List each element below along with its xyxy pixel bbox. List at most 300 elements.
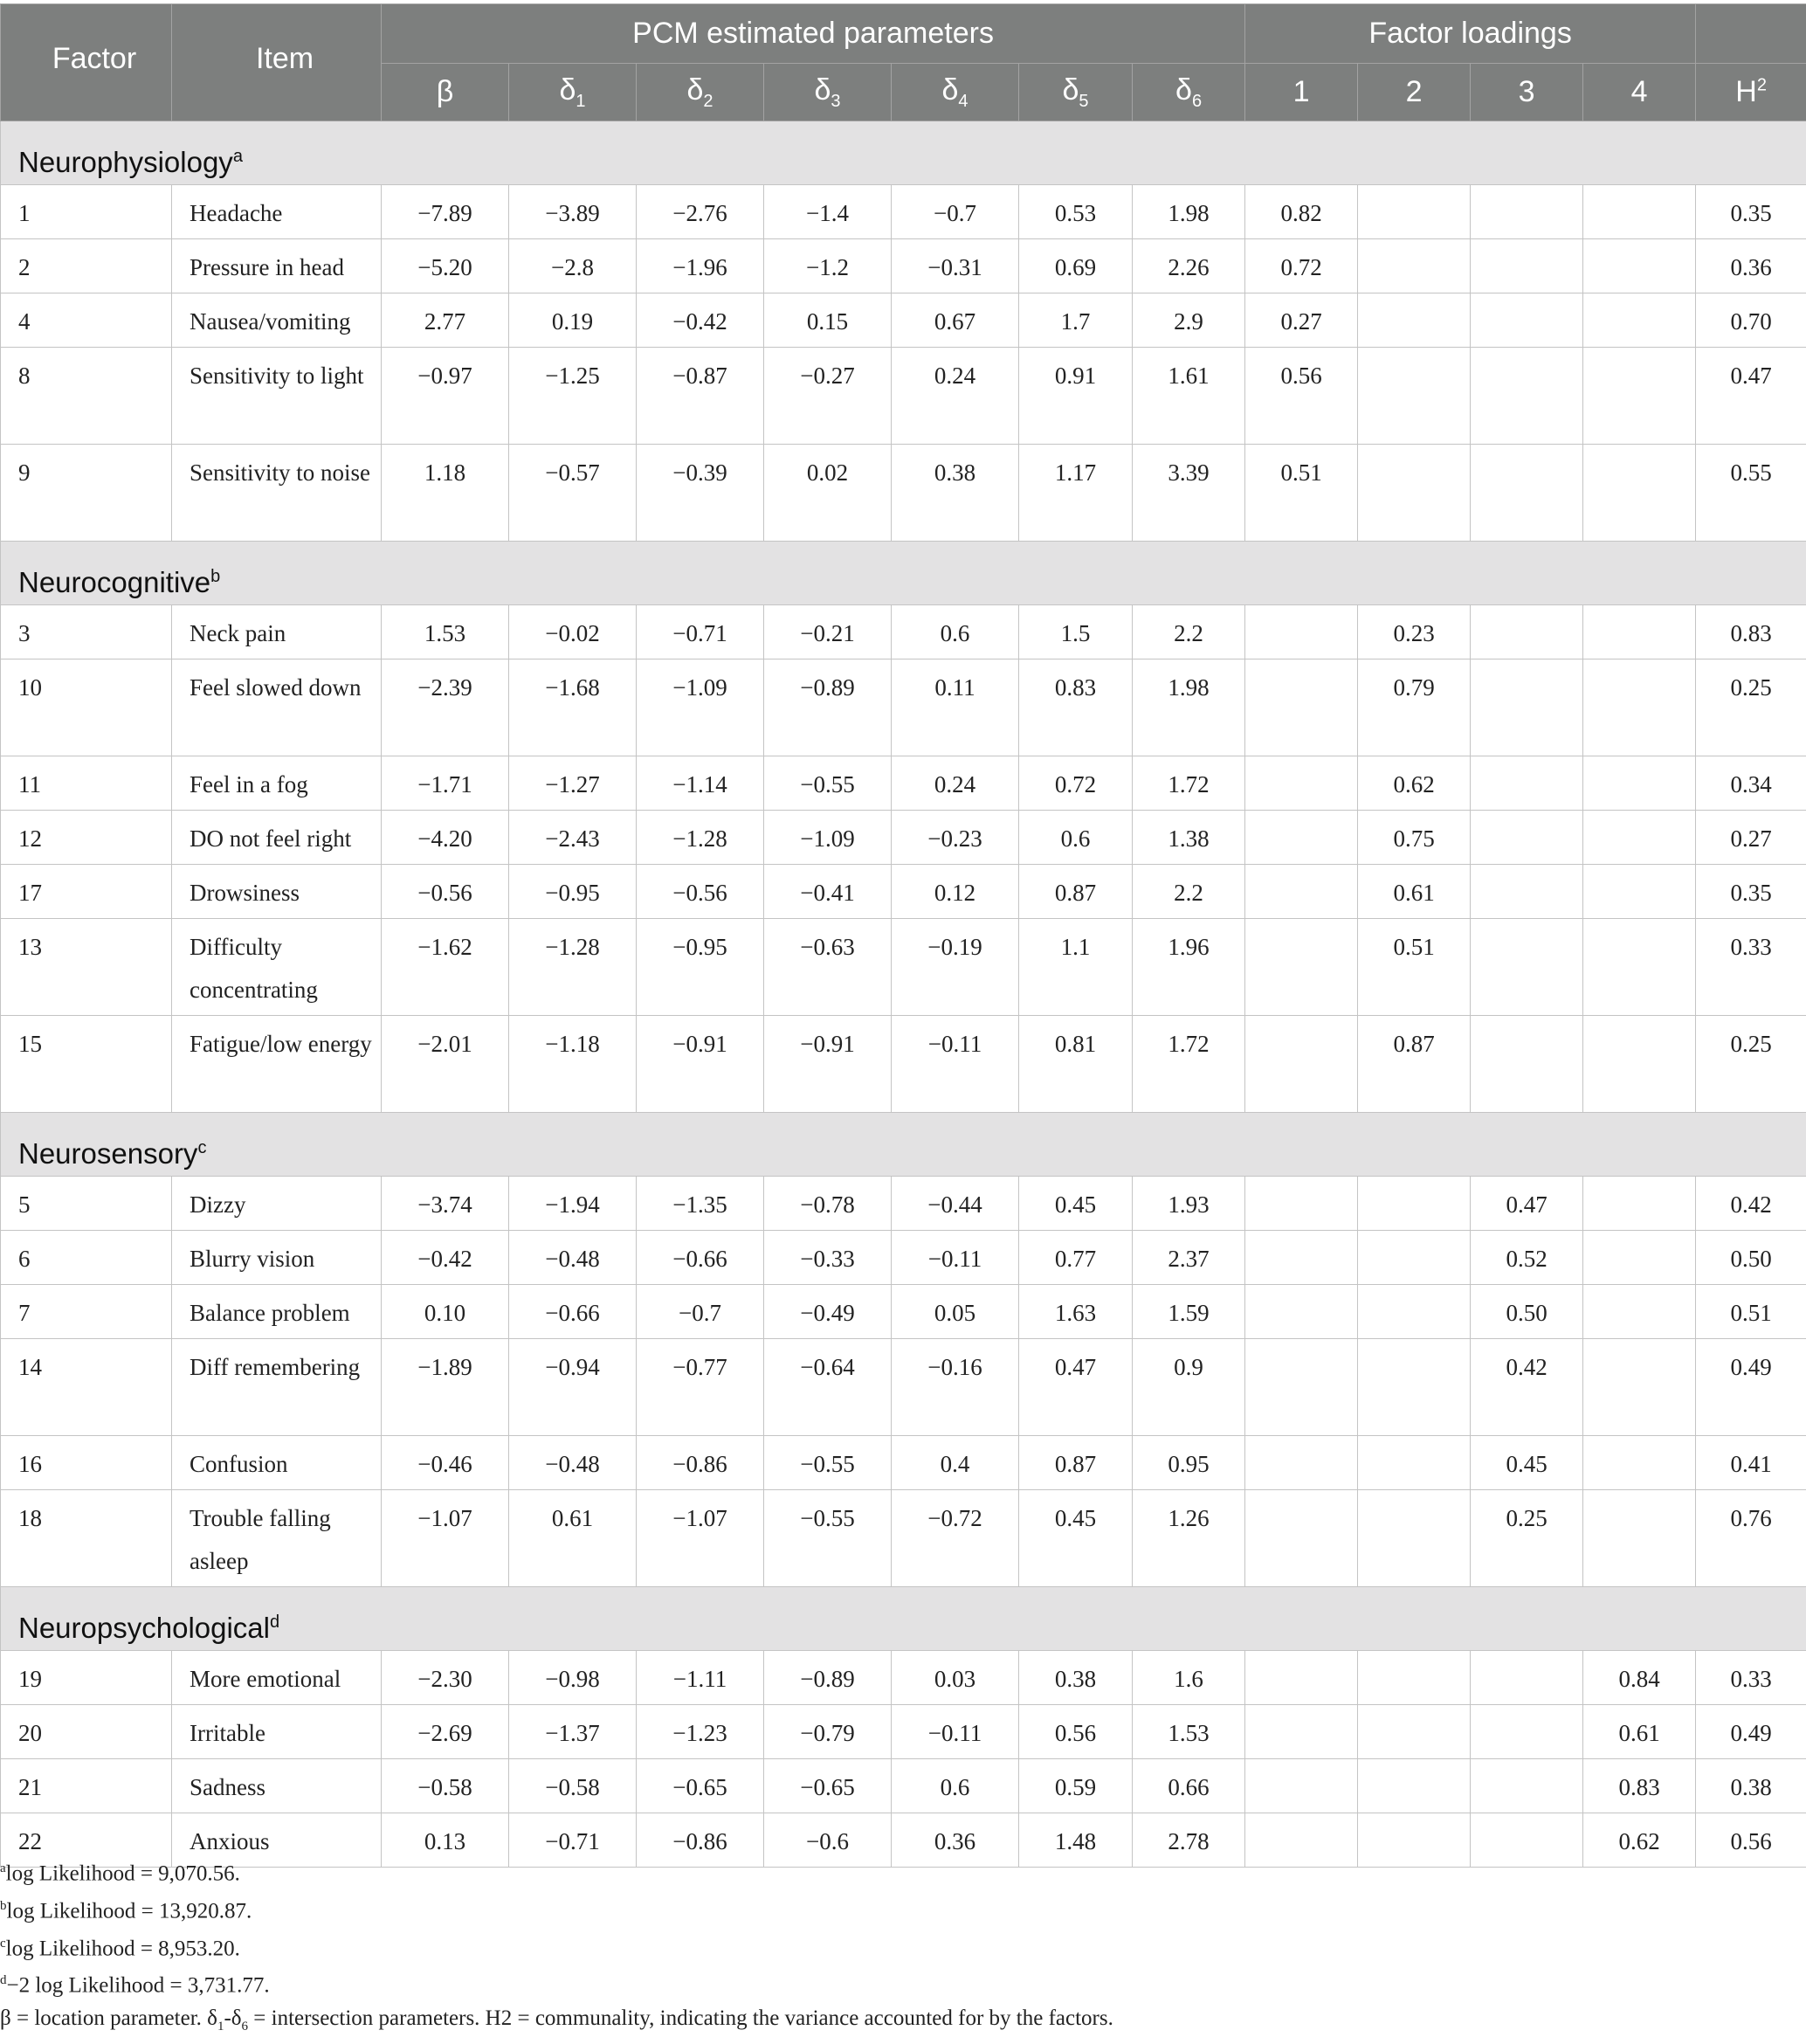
delta-2-value: −1.14 [637,756,764,811]
table-footnotes [0,1853,1806,2044]
loading-4-empty [1583,1436,1696,1490]
loading-4-empty [1583,1490,1696,1587]
item-name: Sadness [172,1759,382,1813]
delta-5-value: 0.72 [1019,756,1133,811]
delta-6-value: 2.26 [1133,239,1245,293]
beta-value: 2.77 [382,293,509,348]
loading-1-empty [1245,919,1358,1016]
loading-2-empty [1358,293,1471,348]
delta-2-value: −0.39 [637,445,764,542]
item-name: Confusion [172,1436,382,1490]
delta-2-value: −0.95 [637,919,764,1016]
loading-3-empty [1471,1759,1583,1813]
loading-2-value: 0.79 [1358,659,1471,756]
item-name: Diff remembering [172,1339,382,1436]
delta-5-value: 0.45 [1019,1177,1133,1231]
loading-2-value: 0.87 [1358,1016,1471,1113]
loading-3-value: 0.47 [1471,1177,1583,1231]
delta-3-value: −0.55 [764,756,892,811]
group-name: Neuropsychological [18,1612,270,1644]
delta-2-value: −1.96 [637,239,764,293]
beta-value: 1.53 [382,605,509,659]
pcm-factor-table [0,3,1806,1868]
delta-5-value: 0.83 [1019,659,1133,756]
table-body [1,121,1806,1868]
loading-4-empty [1583,605,1696,659]
item-name: Dizzy [172,1177,382,1231]
beta-value: −2.01 [382,1016,509,1113]
delta-3-value: −0.55 [764,1436,892,1490]
group-name: Neurophysiology [18,146,233,178]
delta-6-value: 2.9 [1133,293,1245,348]
loading-3-empty [1471,445,1583,542]
loading-4-empty [1583,919,1696,1016]
delta-1-value: −1.27 [509,756,637,811]
item-name: Neck pain [172,605,382,659]
delta-6-value: 1.53 [1133,1705,1245,1759]
delta-6-value: 0.9 [1133,1339,1245,1436]
loading-3-empty [1471,293,1583,348]
delta-3-value: −0.89 [764,1651,892,1705]
delta-4-value: 0.36 [892,1813,1019,1868]
delta-3-value: −1.2 [764,239,892,293]
delta-4-value: 0.38 [892,445,1019,542]
delta-5-value: 1.48 [1019,1813,1133,1868]
delta-4-value: −0.11 [892,1231,1019,1285]
delta-2-value: −0.7 [637,1285,764,1339]
factor-number: 7 [1,1285,172,1339]
header-delta-5: $\delta_5$ [1019,64,1133,121]
loading-3-empty [1471,1651,1583,1705]
loading-4-empty [1583,185,1696,239]
loading-3-empty [1471,1705,1583,1759]
item-name: Balance problem [172,1285,382,1339]
delta-2-value: −0.56 [637,865,764,919]
loading-2-empty [1358,1490,1471,1587]
group-title [1,121,1806,185]
communality-value: 0.51 [1696,1285,1806,1339]
loading-3-empty [1471,239,1583,293]
factor-number: 19 [1,1651,172,1705]
delta-4-value: 0.4 [892,1436,1019,1490]
communality-value: 0.70 [1696,293,1806,348]
beta-value: −3.74 [382,1177,509,1231]
delta-3-value: −0.6 [764,1813,892,1868]
delta-5-value: 1.17 [1019,445,1133,542]
delta-2-value: −1.23 [637,1705,764,1759]
loading-1-empty [1245,1651,1358,1705]
loading-4-value: 0.62 [1583,1813,1696,1868]
loading-2-empty [1358,348,1471,445]
delta-4-value: −0.11 [892,1016,1019,1113]
item-name: Sensitivity to noise [172,445,382,542]
loading-3-empty [1471,659,1583,756]
beta-value: −0.97 [382,348,509,445]
factor-number: 10 [1,659,172,756]
item-name: Trouble falling asleep [172,1490,382,1587]
header-delta-2: $\delta_2$ [637,64,764,121]
loading-3-empty [1471,756,1583,811]
loading-3-empty [1471,811,1583,865]
loading-4-empty [1583,1016,1696,1113]
delta-5-value: 0.77 [1019,1231,1133,1285]
item-name: Sensitivity to light [172,348,382,445]
communality-value: 0.36 [1696,239,1806,293]
delta-4-value: 0.12 [892,865,1019,919]
delta-1-value: −0.94 [509,1339,637,1436]
header-pcm-parameters: PCM estimated parameters [382,4,1245,64]
group-name: Neurocognitive [18,566,210,598]
group-footnote-mark: a [233,147,243,166]
loading-3-empty [1471,865,1583,919]
loading-1-empty [1245,1177,1358,1231]
beta-value: −1.62 [382,919,509,1016]
loading-1-empty [1245,1339,1358,1436]
loading-3-empty [1471,348,1583,445]
communality-value: 0.25 [1696,1016,1806,1113]
loading-1-empty [1245,1436,1358,1490]
beta-value: −1.71 [382,756,509,811]
group-title [1,542,1806,605]
delta-3-value: −0.21 [764,605,892,659]
group-footnote-mark: b [210,567,220,586]
header-item: Item [172,4,382,121]
beta-value: −0.46 [382,1436,509,1490]
loading-4-value: 0.61 [1583,1705,1696,1759]
loading-1-value: 0.72 [1245,239,1358,293]
delta-1-value: −0.71 [509,1813,637,1868]
header-loading-1: 1 [1245,64,1358,121]
delta-6-value: 0.95 [1133,1436,1245,1490]
loading-2-empty [1358,1231,1471,1285]
delta-4-value: 0.24 [892,348,1019,445]
delta-1-value: −0.98 [509,1651,637,1705]
item-name: Fatigue/low energy [172,1016,382,1113]
beta-value: 0.10 [382,1285,509,1339]
delta-5-value: 0.56 [1019,1705,1133,1759]
item-name: Difficulty concentrating [172,919,382,1016]
table-row [1,185,1806,239]
table-row [1,348,1806,445]
delta-3-value: −0.27 [764,348,892,445]
group-footnote-mark: c [197,1138,206,1157]
delta-6-value: 1.98 [1133,659,1245,756]
factor-number: 17 [1,865,172,919]
factor-number: 22 [1,1813,172,1868]
table-row [1,865,1806,919]
delta-1-value: −0.58 [509,1759,637,1813]
delta-1-value: −2.8 [509,239,637,293]
delta-1-value: −0.02 [509,605,637,659]
header-delta-4: $\delta_4$ [892,64,1019,121]
header-factor-loadings: Factor loadings [1245,4,1696,64]
communality-value: 0.35 [1696,865,1806,919]
item-name: Feel slowed down [172,659,382,756]
delta-5-value: 0.47 [1019,1339,1133,1436]
loading-1-empty [1245,865,1358,919]
beta-value: −1.89 [382,1339,509,1436]
loading-4-empty [1583,239,1696,293]
group-row [1,121,1806,185]
delta-6-value: 0.66 [1133,1759,1245,1813]
item-name: Pressure in head [172,239,382,293]
communality-value: 0.49 [1696,1705,1806,1759]
delta-4-value: 0.05 [892,1285,1019,1339]
communality-value: 0.25 [1696,659,1806,756]
table-row [1,1177,1806,1231]
factor-number: 6 [1,1231,172,1285]
beta-value: −2.39 [382,659,509,756]
delta-6-value: 1.59 [1133,1285,1245,1339]
header-blank [1696,4,1806,64]
header-loading-4: 4 [1583,64,1696,121]
loading-2-empty [1358,1285,1471,1339]
table-row [1,445,1806,542]
delta-5-value: 0.45 [1019,1490,1133,1587]
delta-4-value: 0.6 [892,1759,1019,1813]
delta-6-value: 1.72 [1133,1016,1245,1113]
communality-value: 0.33 [1696,1651,1806,1705]
loading-1-empty [1245,1016,1358,1113]
table-row [1,1490,1806,1587]
delta-4-value: −0.7 [892,185,1019,239]
delta-5-value: 0.91 [1019,348,1133,445]
loading-2-value: 0.62 [1358,756,1471,811]
delta-6-value: 1.93 [1133,1177,1245,1231]
factor-number: 13 [1,919,172,1016]
item-name: Blurry vision [172,1231,382,1285]
communality-value: 0.56 [1696,1813,1806,1868]
table-row [1,1651,1806,1705]
communality-value: 0.55 [1696,445,1806,542]
delta-3-value: −1.4 [764,185,892,239]
item-name: Anxious [172,1813,382,1868]
loading-4-empty [1583,1177,1696,1231]
delta-6-value: 1.96 [1133,919,1245,1016]
delta-5-value: 0.59 [1019,1759,1133,1813]
delta-1-value: −1.37 [509,1705,637,1759]
delta-5-value: 1.63 [1019,1285,1133,1339]
loading-4-empty [1583,348,1696,445]
delta-5-value: 0.53 [1019,185,1133,239]
loading-4-value: 0.83 [1583,1759,1696,1813]
delta-3-value: −1.09 [764,811,892,865]
table-row [1,756,1806,811]
loading-4-empty [1583,1339,1696,1436]
loading-1-empty [1245,1490,1358,1587]
delta-1-value: −1.28 [509,919,637,1016]
beta-value: −5.20 [382,239,509,293]
communality-value: 0.83 [1696,605,1806,659]
loading-4-empty [1583,865,1696,919]
communality-value: 0.27 [1696,811,1806,865]
group-row [1,1587,1806,1651]
table-row [1,1016,1806,1113]
delta-1-value: −0.66 [509,1285,637,1339]
delta-2-value: −0.91 [637,1016,764,1113]
delta-5-value: 0.87 [1019,1436,1133,1490]
factor-number: 12 [1,811,172,865]
delta-1-value: −0.57 [509,445,637,542]
delta-3-value: −0.33 [764,1231,892,1285]
header-delta-1: $\delta_1$ [509,64,637,121]
delta-2-value: −0.42 [637,293,764,348]
factor-number: 18 [1,1490,172,1587]
footnote-a: $^a$log Likelihood = 9,070.56. [0,1853,1806,1890]
communality-value: 0.50 [1696,1231,1806,1285]
loading-2-empty [1358,1436,1471,1490]
delta-6-value: 1.6 [1133,1651,1245,1705]
group-footnote-mark: d [270,1612,279,1632]
header-communality: $H^2$ [1696,64,1806,121]
table-row [1,1705,1806,1759]
factor-number: 16 [1,1436,172,1490]
delta-2-value: −1.09 [637,659,764,756]
delta-6-value: 1.26 [1133,1490,1245,1587]
loading-2-empty [1358,1651,1471,1705]
loading-4-empty [1583,756,1696,811]
beta-value: 0.13 [382,1813,509,1868]
item-name: More emotional [172,1651,382,1705]
delta-6-value: 1.98 [1133,185,1245,239]
loading-2-value: 0.51 [1358,919,1471,1016]
delta-5-value: 0.81 [1019,1016,1133,1113]
footnote-c: $^c$log Likelihood = 8,953.20. [0,1928,1806,1965]
table-row [1,293,1806,348]
table-row [1,605,1806,659]
beta-value: −0.42 [382,1231,509,1285]
loading-3-value: 0.52 [1471,1231,1583,1285]
factor-number: 11 [1,756,172,811]
delta-6-value: 1.38 [1133,811,1245,865]
table-row [1,1436,1806,1490]
beta-value: −2.30 [382,1651,509,1705]
header-loading-2: 2 [1358,64,1471,121]
communality-value: 0.41 [1696,1436,1806,1490]
beta-value: −0.56 [382,865,509,919]
table-row [1,1759,1806,1813]
loading-2-empty [1358,1177,1471,1231]
group-title [1,1113,1806,1177]
communality-value: 0.76 [1696,1490,1806,1587]
item-name: Feel in a fog [172,756,382,811]
delta-3-value: −0.79 [764,1705,892,1759]
communality-value: 0.49 [1696,1339,1806,1436]
loading-4-empty [1583,293,1696,348]
loading-1-value: 0.56 [1245,348,1358,445]
communality-value: 0.34 [1696,756,1806,811]
delta-3-value: −0.91 [764,1016,892,1113]
delta-1-value: −0.48 [509,1436,637,1490]
beta-value: −7.89 [382,185,509,239]
delta-5-value: 0.87 [1019,865,1133,919]
beta-value: −4.20 [382,811,509,865]
loading-1-empty [1245,1759,1358,1813]
communality-value: 0.33 [1696,919,1806,1016]
delta-3-value: −0.78 [764,1177,892,1231]
loading-1-value: 0.51 [1245,445,1358,542]
beta-value: −2.69 [382,1705,509,1759]
delta-2-value: −0.71 [637,605,764,659]
loading-4-value: 0.84 [1583,1651,1696,1705]
delta-6-value: 2.37 [1133,1231,1245,1285]
loading-4-empty [1583,659,1696,756]
delta-4-value: −0.19 [892,919,1019,1016]
loading-3-empty [1471,919,1583,1016]
loading-1-value: 0.27 [1245,293,1358,348]
delta-3-value: −0.65 [764,1759,892,1813]
factor-number: 8 [1,348,172,445]
table-row [1,1231,1806,1285]
loading-3-empty [1471,185,1583,239]
table-row [1,659,1806,756]
delta-5-value: 0.6 [1019,811,1133,865]
beta-value: −1.07 [382,1490,509,1587]
delta-1-value: −0.95 [509,865,637,919]
loading-2-empty [1358,445,1471,542]
beta-value: −0.58 [382,1759,509,1813]
delta-6-value: 2.2 [1133,865,1245,919]
loading-3-empty [1471,605,1583,659]
loading-1-empty [1245,605,1358,659]
delta-1-value: 0.19 [509,293,637,348]
delta-2-value: −1.28 [637,811,764,865]
group-name: Neurosensory [18,1137,197,1170]
communality-value: 0.42 [1696,1177,1806,1231]
delta-3-value: 0.02 [764,445,892,542]
delta-3-value: −0.89 [764,659,892,756]
delta-5-value: 1.7 [1019,293,1133,348]
loading-1-empty [1245,1705,1358,1759]
factor-number: 15 [1,1016,172,1113]
header-beta: β [382,64,509,121]
delta-2-value: −0.77 [637,1339,764,1436]
delta-5-value: 1.1 [1019,919,1133,1016]
factor-number: 1 [1,185,172,239]
footnote-b: $^b$log Likelihood = 13,920.87. [0,1890,1806,1928]
delta-2-value: −1.07 [637,1490,764,1587]
delta-3-value: −0.63 [764,919,892,1016]
header-factor: Factor [1,4,172,121]
loading-4-empty [1583,445,1696,542]
loading-2-empty [1358,1339,1471,1436]
communality-value: 0.35 [1696,185,1806,239]
delta-2-value: −1.11 [637,1651,764,1705]
delta-2-value: −0.86 [637,1436,764,1490]
table-row [1,811,1806,865]
delta-4-value: 0.03 [892,1651,1019,1705]
communality-value: 0.47 [1696,348,1806,445]
delta-4-value: 0.11 [892,659,1019,756]
delta-2-value: −0.87 [637,348,764,445]
delta-5-value: 1.5 [1019,605,1133,659]
delta-3-value: −0.64 [764,1339,892,1436]
delta-1-value: −2.43 [509,811,637,865]
group-row [1,1113,1806,1177]
loading-4-empty [1583,811,1696,865]
loading-1-empty [1245,659,1358,756]
loading-2-value: 0.75 [1358,811,1471,865]
delta-1-value: −1.25 [509,348,637,445]
loading-1-empty [1245,811,1358,865]
factor-number: 2 [1,239,172,293]
item-name: DO not feel right [172,811,382,865]
beta-value: 1.18 [382,445,509,542]
delta-2-value: −2.76 [637,185,764,239]
table-row [1,1339,1806,1436]
delta-3-value: 0.15 [764,293,892,348]
delta-1-value: −1.68 [509,659,637,756]
